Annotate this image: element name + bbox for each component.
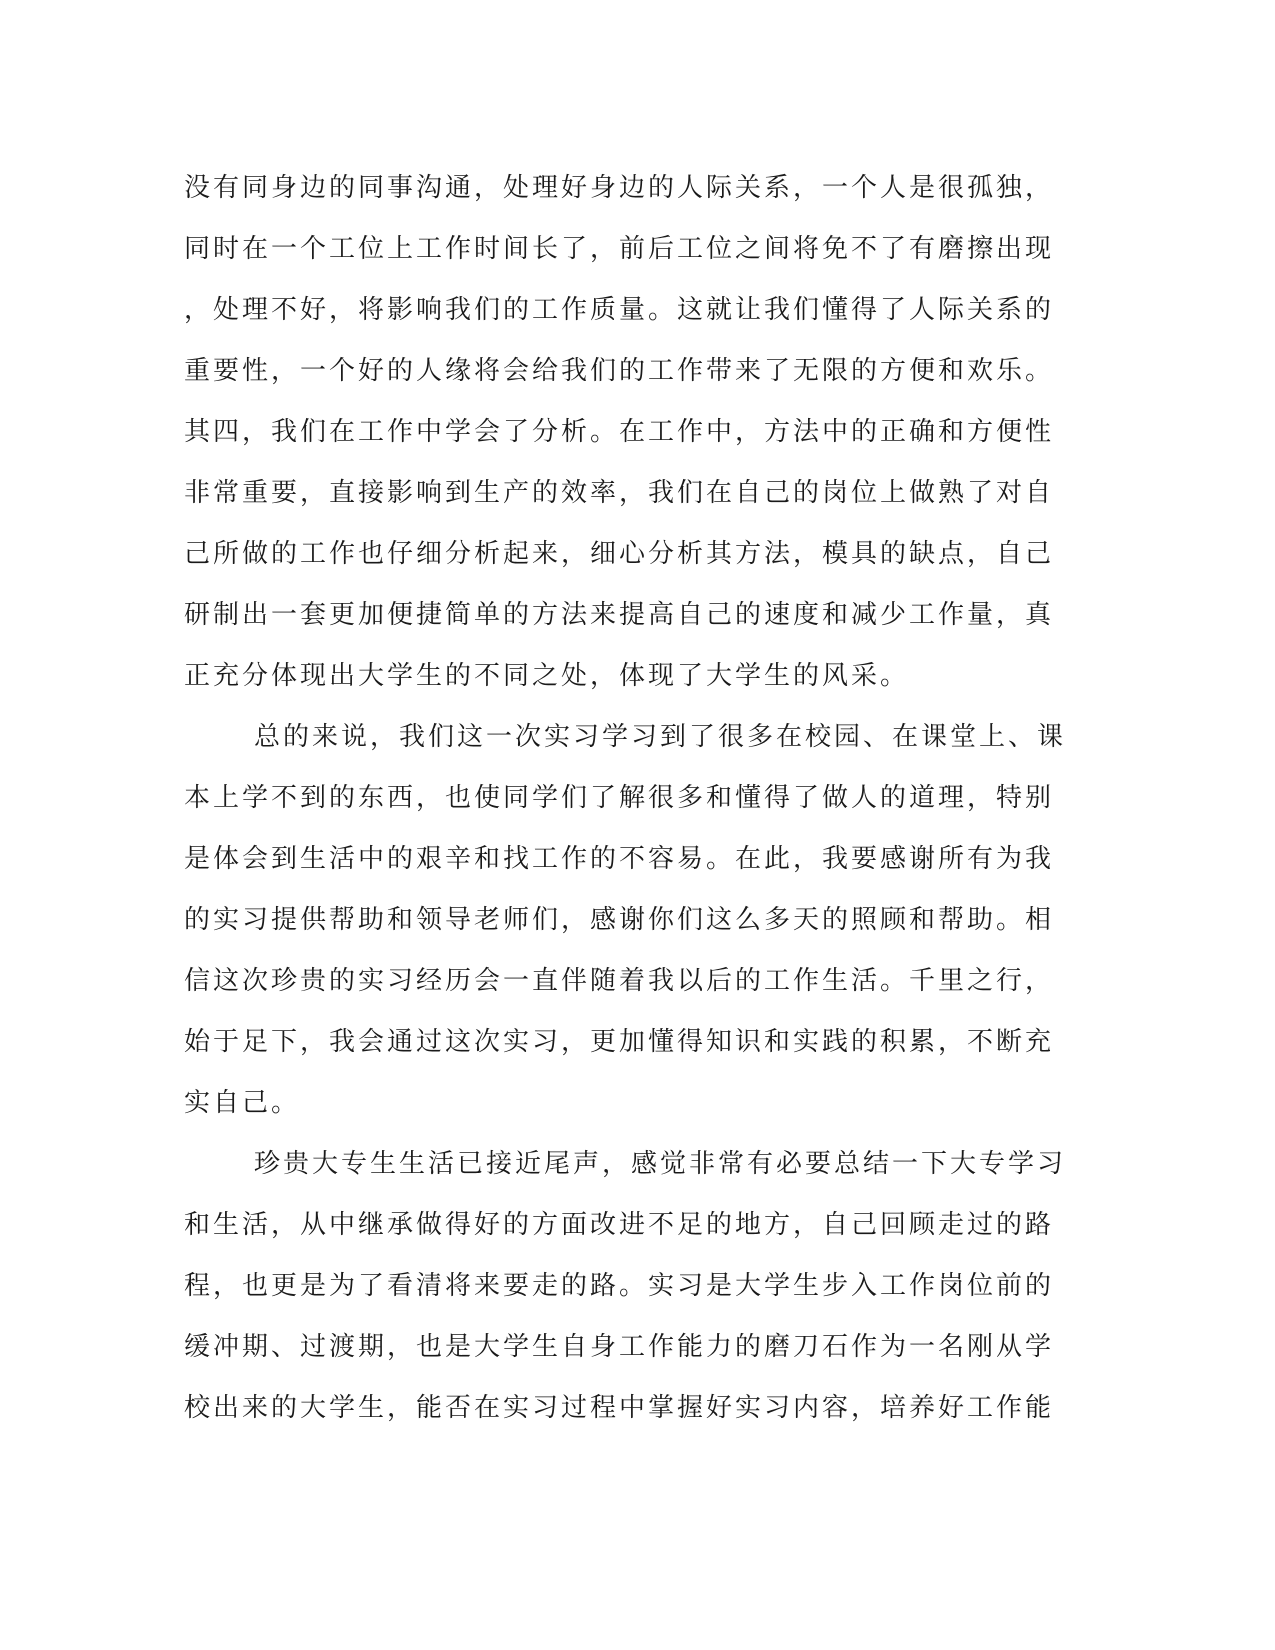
text-line: 重要性，一个好的人缘将会给我们的工作带来了无限的方便和欢乐。	[184, 356, 1055, 386]
text-line: 始于足下，我会通过这次实习，更加懂得知识和实践的积累，不断充	[184, 1027, 1055, 1057]
text-line: 己所做的工作也仔细分析起来，细心分析其方法，模具的缺点，自己	[184, 539, 1055, 569]
text-line: 本上学不到的东西，也使同学们了解很多和懂得了做人的道理，特别	[184, 783, 1055, 813]
paragraph-1	[184, 158, 1084, 707]
text-line: 总的来说，我们这一次实习学习到了很多在校园、在课堂上、课	[254, 722, 1067, 752]
text-line: 和生活，从中继承做得好的方面改进不足的地方，自己回顾走过的路	[184, 1210, 1055, 1240]
text-line: 研制出一套更加便捷简单的方法来提高自己的速度和减少工作量，真	[184, 600, 1055, 630]
text-line: 同时在一个工位上工作时间长了，前后工位之间将免不了有磨擦出现	[184, 234, 1055, 264]
document-body	[184, 158, 1084, 1439]
text-line: ，处理不好，将影响我们的工作质量。这就让我们懂得了人际关系的	[184, 295, 1055, 325]
text-line: 程，也更是为了看清将来要走的路。实习是大学生步入工作岗位前的	[184, 1271, 1055, 1301]
paragraph-2	[184, 707, 1084, 1134]
text-line: 信这次珍贵的实习经历会一直伴随着我以后的工作生活。千里之行，	[184, 966, 1055, 996]
text-line: 缓冲期、过渡期，也是大学生自身工作能力的磨刀石作为一名刚从学	[184, 1332, 1055, 1362]
text-line: 正充分体现出大学生的不同之处，体现了大学生的风采。	[184, 661, 910, 691]
text-line: 珍贵大专生生活已接近尾声，感觉非常有必要总结一下大专学习	[254, 1149, 1067, 1179]
text-line: 非常重要，直接影响到生产的效率，我们在自己的岗位上做熟了对自	[184, 478, 1055, 508]
text-line: 实自己。	[184, 1088, 301, 1118]
text-line: 校出来的大学生，能否在实习过程中掌握好实习内容，培养好工作能	[184, 1393, 1055, 1423]
text-line: 没有同身边的同事沟通，处理好身边的人际关系，一个人是很孤独，	[184, 173, 1055, 203]
paragraph-3	[184, 1134, 1084, 1439]
text-line: 其四，我们在工作中学会了分析。在工作中，方法中的正确和方便性	[184, 417, 1055, 447]
text-line: 是体会到生活中的艰辛和找工作的不容易。在此，我要感谢所有为我	[184, 844, 1055, 874]
text-line: 的实习提供帮助和领导老师们，感谢你们这么多天的照顾和帮助。相	[184, 905, 1055, 935]
